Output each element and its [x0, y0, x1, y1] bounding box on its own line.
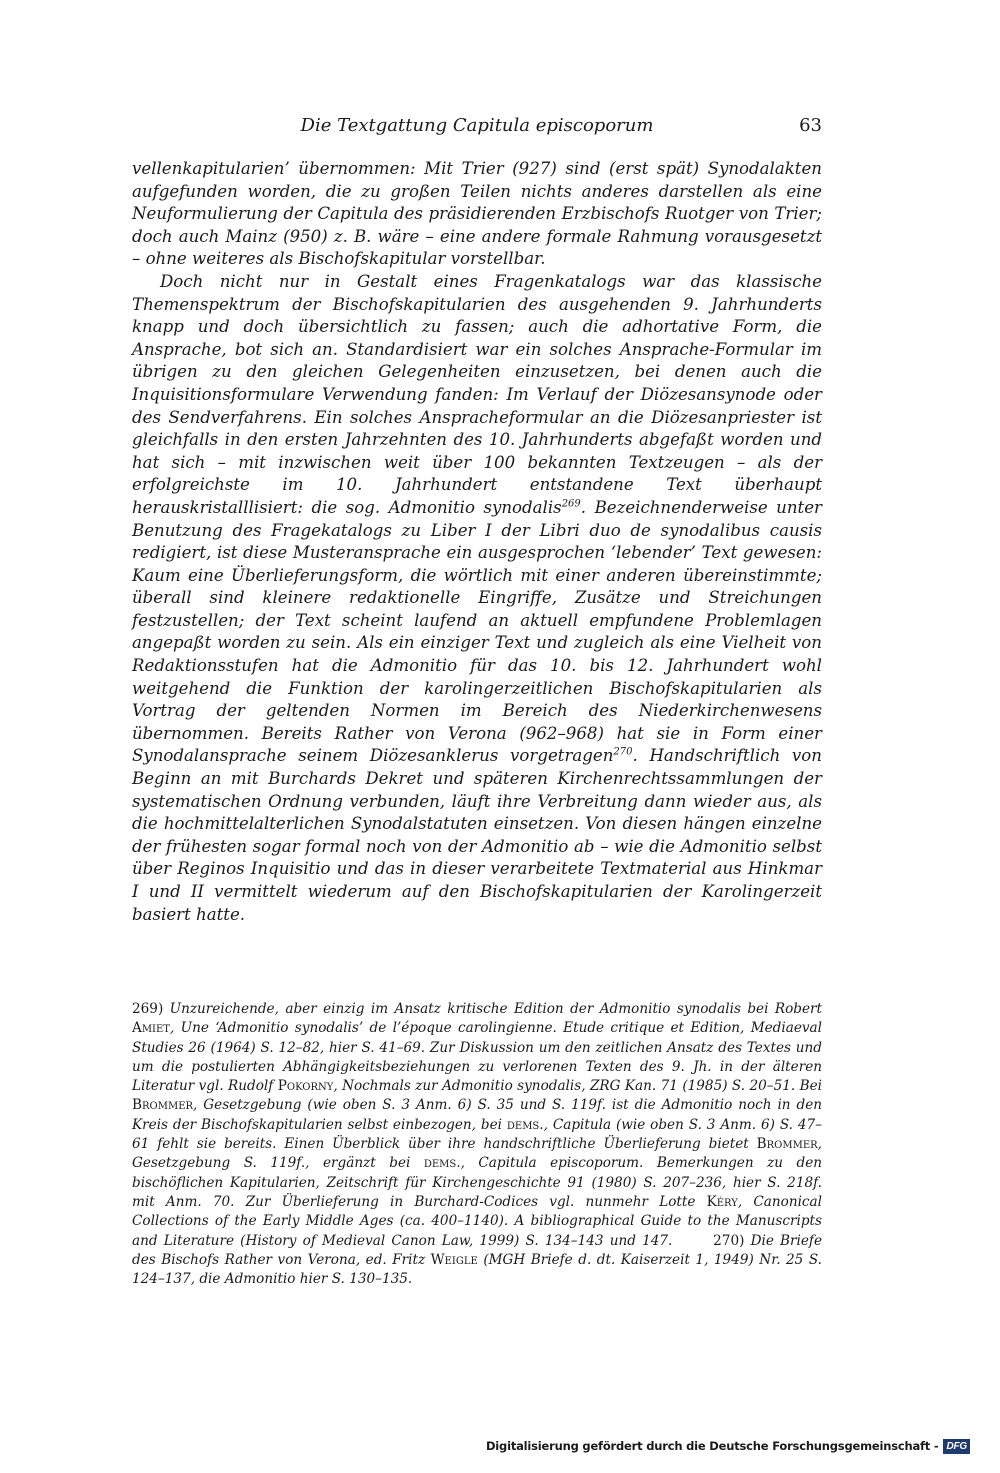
- author-name: Kéry: [706, 1193, 738, 1210]
- footnote-270-text: (MGH Briefe d. dt. Kaiserzeit 1, 1949) Nr. 25 S. 124–137, die Admonitio hier S. 130–135.: [132, 1251, 822, 1288]
- author-name: dems.: [423, 1155, 461, 1172]
- main-text: [132, 158, 822, 926]
- paragraph-1: vellenkapitularien’ übernommen: Mit Trier (927) sind (erst spät) Synodalakten aufgefunden worden, die zu großen Teilen nichts anderes darstellen als eine Neuformulierung der Capitula des präsidierenden Erzbischofs Ruotger von Trier; doch auch Mainz (950) z. B. wäre – eine andere formale Rahmung vorausgesetzt – ohne weiteres als Bischofskapitular vorstellbar.: [132, 159, 822, 269]
- author-name: Pokorny: [277, 1078, 334, 1095]
- footnote-269-text: , Une ‘Admonitio synodalis’ de l’époque carolingienne. Etude critique et Edition, Mediaeval Studies 26 (1964) S. 12–82, hier S. 41–69. Zur Diskussion um den zeitlichen Ansatz des Textes und um die postulierten Abhängigkeitsbeziehungen zu verlorenen Texten des 9. Jh. in der älteren Literatur vgl. Rudolf: [132, 1020, 822, 1095]
- paragraph-2: [132, 271, 822, 926]
- funding-text: Digitalisierung gefördert durch die Deutsche Forschungsgemeinschaft -: [485, 1439, 939, 1453]
- paragraph-2-part-c: . Handschriftlich von Beginn an mit Burchards Dekret und späteren Kirchenrechtssammlungen der systematischen Ordnung verbunden, läuft ihre Verbreitung dann wieder aus, als die hochmittelalterlichen Synodalstatuten einsetzen. Von diesen hängen einzelne der frühesten sogar formal noch von der Admonitio ab – wie die Admonitio selbst über Reginos Inquisitio und das in dieser verarbeitete Textmaterial aus Hinkmar I und II vermittelt wiederum auf den Bischofskapitularien der Karolingerzeit basiert hatte.: [132, 746, 822, 924]
- footnote-270-number: 270): [713, 1232, 745, 1249]
- footnote-269-text: , Canonical Collections of the Early Middle Ages (ca. 400–1140). A bibliographical Guide to the Manuscripts and Literature (History of Medieval Canon Law, 1999) S. 134–143 und 147.: [132, 1193, 822, 1249]
- footnote-ref-269[interactable]: 269: [561, 498, 581, 510]
- footnote-269-text: , Capitula (wie oben S. 3 Anm. 6) S. 47–61 fehlt sie bereits. Einen Überblick über ihre handschriftliche Überlieferung bietet: [132, 1116, 822, 1153]
- paragraph-2-part-b: . Bezeichnenderweise unter Benutzung des Fragekatalogs zu Liber I der Libri duo de synodalibus causis redigiert, ist diese Musteransprache ein ausgesprochen ‘lebender’ Text gewesen: Kaum eine Überlieferungsform, die wörtlich mit einer anderen übereinstimmte; überall sind kleinere redaktionelle Eingriffe, Zusätze und Streichungen festzustellen; der Text scheint laufend an aktuell empfundene Problemlagen angepaßt worden zu sein. Als ein einziger Text und zugleich als eine Vielheit von Redaktionsstufen hat die Admonitio für das 10. bis 12. Jahrhundert wohl weitgehend die Funktion der karolingerzeitlichen Bischofskapitularien als Vortrag der geltenden Normen im Bereich des Niederkirchenwesens übernommen. Bereits Rather von Verona (962–968) hat sie in Form einer Synodalansprache seinem Diözesanklerus vorgetragen: [132, 497, 822, 766]
- page-number: 63: [799, 115, 822, 136]
- running-header: [132, 115, 822, 141]
- footnote-269-text: , Nochmals zur Admonitio synodalis, ZRG Kan. 71 (1985) S. 20–51. Bei: [333, 1078, 822, 1095]
- footnote-269-number: 269): [132, 1001, 164, 1017]
- paragraph-2-part-a: Doch nicht nur in Gestalt eines Fragenkatalogs war das klassische Themenspektrum der Bischofskapitularien des ausgehenden 9. Jahrhunderts knapp und doch übersichtlich zu fassen; auch die adhortative Form, die Ansprache, bot sich an. Standardisiert war ein solches Ansprache-Formular im übrigen zu den gleichen Gelegenheiten einzusetzen, bei denen auch die Inquisitionsformulare Verwendung fanden: Im Verlauf der Diözesansynode oder des Sendverfahrens. Ein solches Ansprachеformular an die Diözesanpriester ist gleichfalls in den ersten Jahrzehnten des 10. Jahrhunderts abgefaßt worden und hat sich – mit inzwischen weit über 100 bekannten Textzeugen – als der erfolgreichste im 10. Jahrhundert entstandene Text überhaupt herauskristalllisiert: die sog. Admonitio synodalis: [132, 271, 822, 517]
- footnote-ref-270[interactable]: 270: [613, 746, 633, 758]
- author-name: Weigle: [430, 1251, 478, 1268]
- author-name: Amiet: [132, 1020, 170, 1037]
- footnotes: [132, 1000, 822, 1289]
- footnote-269-text: Unzureichende, aber einzig im Ansatz kritische Edition der Admonitio synodalis bei Robert: [163, 1001, 822, 1017]
- footnote-269-text: , Capitula episcoporum. Bemerkungen zu den bischöflichen Kapitularien, Zeitschrift für Kirchengeschichte 91 (1980) S. 207–236, hier S. 218f. mit Anm. 70. Zur Überlieferung in Burchard-Codices vgl. nunmehr Lotte: [132, 1155, 822, 1210]
- author-name: dems.: [506, 1116, 544, 1133]
- dfg-logo: DFG: [943, 1439, 970, 1454]
- author-name: Brommer: [756, 1136, 818, 1153]
- author-name: Brommer: [132, 1097, 194, 1114]
- running-title: Die Textgattung Capitula episcoporum: [300, 115, 654, 136]
- footnote-269-text: , Gesetzgebung S. 119f., ergänzt bei: [132, 1136, 822, 1172]
- footnote-269-text: , Gesetzgebung (wie oben S. 3 Anm. 6) S. 35 und S. 119f. ist die Admonitio noch in den Kreis der Bischofskapitularien selbst einbezogen, bei: [132, 1097, 822, 1133]
- funding-notice: [486, 1437, 970, 1455]
- footnote-270-text: Die Briefe des Bischofs Rather von Verona, ed. Fritz: [132, 1232, 822, 1268]
